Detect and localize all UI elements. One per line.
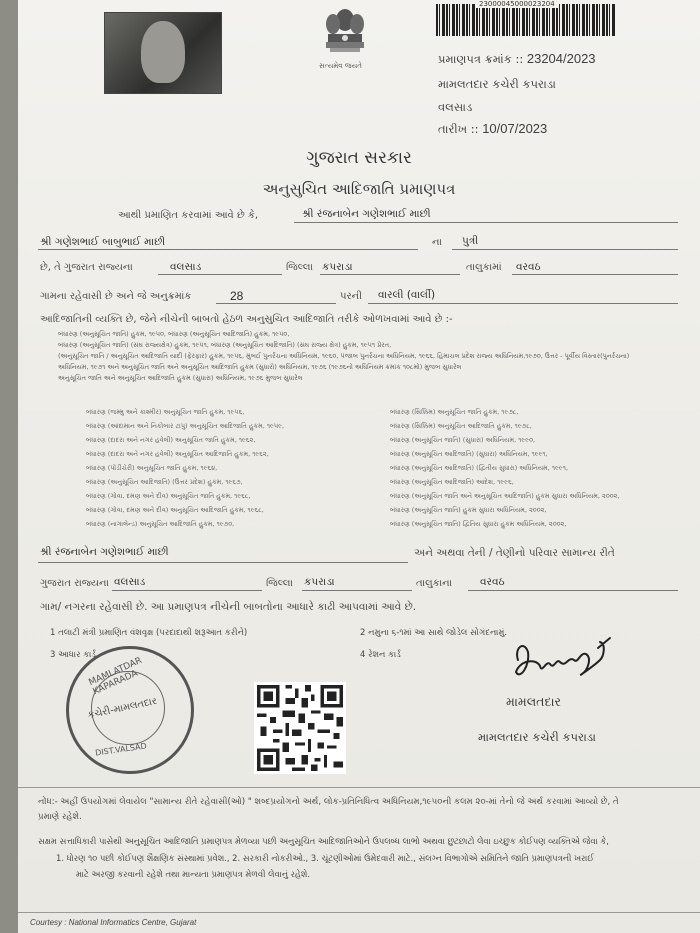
seal-middle-text: કચેરી-મામલતદાર: [86, 695, 159, 722]
certificate-number: 23204/2023: [526, 51, 596, 66]
note-line-3: સક્ષમ સત્તાધિકારી પાસેથી અનુસૂચિત આદિજાતિ પ્રમાણપત્ર મેળવ્યા પછી અનુસૂચિત આદિજાતિઓને ઉપલબ્ધ લાભો અથવા છુટછાટો લેવા ઇચ્છુક કોઈપણ વ્યક્તિએ જેવા કે,: [38, 836, 609, 846]
government-title: ગુજરાત સરકાર: [306, 148, 412, 168]
issue-date: 10/07/2023: [482, 121, 548, 136]
signatory-office: મામલતદાર કચેરી કપરાડા: [478, 730, 596, 744]
basis-item-3: 3 આધાર કાર્ડ: [50, 650, 96, 660]
basis-item-4: 4 રેશન કાર્ડ: [360, 650, 401, 660]
basis-item-2: 2 નમુના ૬-૧માં આ સાથે જોડેલ સોગંદનામું.: [360, 628, 508, 638]
na-label: ના: [432, 237, 442, 248]
serial-label: ગામના રહેવાસી છે અને જે અનુક્રમાંક: [40, 291, 192, 302]
note-line-5: માટે અરજી કરવાની રહેશે તથા માન્યતા પ્રમાણપત્ર મેળવી લેવાનું રહેશે.: [76, 869, 311, 879]
parent-name: શ્રી ગણેશભાઈ બાબુભાઈ માછી: [40, 236, 166, 248]
residence-village: વરવઠ: [480, 576, 505, 588]
order-right: બંધારણ (સિક્કિમ) અનુસૂચિત આદિજાતિ હુકમ, ૧૯૭૮,: [390, 422, 532, 430]
state-prefix: છે, તે ગુજરાત રાજ્યના: [40, 262, 133, 273]
seal-bottom-text: DIST.VALSAD: [94, 741, 148, 758]
village-value: વરવઠ: [516, 261, 541, 273]
family-text: અને અથવા તેની / તેણીનો પરિવાર સામાન્ય રીતે: [414, 547, 615, 559]
legal-line: અનુસૂચિત જાતિ અને અનુસૂચિત આદિજાતિ હુકમ (સુધારા) અધિનિયમ, ૧૯૭૬ મુજબ સુધારેલ: [58, 374, 303, 382]
applicant-photo: [104, 12, 222, 94]
certificate-page: [18, 0, 700, 933]
order-right: બંધારણ (અનુસૂચિત જાતિ) હુકમ સુધારા અધિનિયમ, ૨૦૦૨,: [390, 506, 547, 514]
order-left: બંધારણ (અનુસૂચિત આદિજાતિ) (ઉત્તર પ્રદેશ) હુકમ, ૧૯૬૭,: [86, 478, 243, 486]
order-left: બંધારણ (ગોવા, દમણ અને દીવ) અનુસૂચિત આદિજાતિ હુકમ, ૧૯૬૮,: [86, 506, 264, 514]
certificate-title: અનુસુચિત આદિજાતિ પ્રમાણપત્ર: [262, 180, 456, 198]
certificate-number-label: પ્રમાણપત્ર ક્રમાંક ::: [438, 52, 524, 66]
recognized-text: આદિજાતિની વ્યક્તિ છે, જેને નીચેની બાબતો હેઠળ અનુસુચિત આદિજાતિ તરીકે ઓળખવામાં આવે છે :-: [40, 314, 453, 325]
order-right: બંધારણ (અનુસૂચિત આદિજાતિ) (સુધારા) અધિનિયમ, ૧૯૯૧,: [390, 450, 548, 458]
signatory-title: મામલતદાર: [506, 694, 561, 709]
residence-taluka-label: તાલુકાના: [416, 578, 453, 589]
barcode-number: 23000045000023204: [476, 0, 558, 8]
residence-taluka: કપરાડા: [304, 576, 335, 588]
serial-number: 28: [230, 289, 244, 303]
community-name: વારલી (વાર્લી): [378, 289, 436, 301]
order-right: બંધારણ (અનુસૂચિત જાતિ અને અનુસૂચિત આદિજાતિ) હુકમ સુધારા અધિનિયમ, ૨૦૦૨,: [390, 492, 620, 500]
order-right: બંધારણ (અનુસૂચિત જાતિ) દ્વિતિય સુધારા હુકમ અધિનિયમ, ૨૦૦૨,: [390, 520, 567, 528]
order-left: બંધારણ (ગોવા, દમણ અને દીવ) અનુસૂચિત જાતિ હુકમ, ૧૯૬૮,: [86, 492, 251, 500]
taluka-label: તાલુકામાં: [466, 262, 502, 273]
order-right: બંધારણ (અનુસૂચિત આદિજાતિ) આદેશ, ૧૯૯૬,: [390, 478, 514, 486]
district-label: જિલ્લા: [286, 262, 313, 273]
seal-top-text: MAMLATDAR KAPARADA: [87, 655, 144, 698]
order-left: બંધારણ (દાદરા અને નગર હવેલી) અનુસૂચિત જાતિ હુકમ, ૧૯૬૨,: [86, 436, 256, 444]
order-left: બંધારણ (નાગાલેન્ડ) અનુસૂચિત આદિજાતિ હુકમ, ૧૯૭૦,: [86, 520, 235, 528]
order-left: બંધારણ (આંદામાન અને નિકોબાર ટાપુ) અનુસૂચિત આદિજાતિ હુકમ, ૧૯૫૯,: [86, 422, 285, 430]
order-left: બંધારણ (દાદરા અને નગર હવેલી) અનુસૂચિત આદિજાતિ હુકમ, ૧૯૬૨,: [86, 450, 269, 458]
residence-district: વલસાડ: [114, 576, 146, 588]
district-value: વલસાડ: [170, 261, 202, 273]
relation: પુત્રી: [462, 235, 479, 247]
resident-name: શ્રી રંજનાબેન ગણેશભાઈ માછી: [40, 546, 169, 558]
order-left: બંધારણ (પોંડીચેરી) અનુસૂચિત જાતિ હુકમ, ૧૯૬૪,: [86, 464, 218, 472]
certificate-number-row: [438, 51, 596, 67]
signature-mark: [510, 630, 620, 690]
residence-district-label: જિલ્લા: [266, 578, 293, 589]
legal-line: બંધારણ (અનુસૂચિત જાતિ) હુકમ, ૧૯૫૦, બંધારણ (અનુસૂચિત આદિજાતિ) હુકમ, ૧૯૫૦,: [58, 330, 290, 338]
emblem-caption: સત્યમેવ જયતે: [319, 62, 362, 70]
legal-line: બંધારણ (અનુસૂચિત જાતિ) (સંઘ રાજ્યક્ષેત્ર) હુકમ, ૧૯૫૧, બંધારણ (અનુસૂચિત આદિજાતિ) (સંઘ રાજ્ય ક્ષેત્ર) હુકમ, ૧૯૫૧ પ્રેરત,: [58, 341, 392, 349]
issuing-office: મામલતદાર કચેરી કપરાડા: [438, 77, 556, 91]
barcode: [436, 4, 616, 36]
order-left: બંધારણ (જમ્મુ અને કાશ્મીર) અનુસૂચિત જાતિ હુકમ, ૧૯૫૬,: [86, 408, 245, 416]
note-line-2: પ્રમાણે રહેશે.: [38, 812, 82, 822]
order-right: બંધારણ (અનુસૂચિત જાતિ) (સુધારા) અધિનિયમ, ૧૯૯૦,: [390, 436, 536, 444]
issue-date-row: [438, 121, 547, 137]
courtesy-footer: Courtesy : National Informatics Centre, Gujarat: [30, 918, 197, 927]
issue-date-label: તારીખ ::: [438, 122, 479, 136]
note-line-4: 1. ધોરણ ૧૦ પછી કોઈપણ શૈક્ષણિક સંસ્થામાં પ્રવેશ., 2. સરકારી નોકરીઓ., 3. ચૂંટણીઓમાં ઉમેદવારી માટે., સંલગ્ન વિભાગોએ સમિતિને જાતિ પ્રમાણપત્રની ખરાઈ: [56, 853, 594, 863]
residence-closing: ગામ/ નગરના રહેવાસી છે. આ પ્રમાણપત્ર નીચેની બાબતોના આધારે કાઢી આપવામાં આવે છે.: [40, 601, 417, 613]
issuing-district: વલસાડ: [438, 100, 473, 114]
residence-state-label: ગુજરાત રાજ્યના: [40, 578, 109, 589]
qr-code: [254, 682, 346, 774]
office-seal: [66, 646, 194, 774]
national-emblem-icon: [318, 2, 372, 62]
certify-label: આથી પ્રમાણિત કરવામાં આવે છે કે,: [118, 210, 259, 221]
applicant-name: શ્રી રંજનાબેન ગણેશભાઈ માછી: [302, 208, 431, 220]
legal-line: (અનુસૂચિત જાતિ / અનુસૂચિત આદિજાતિ યાદી (ફેરફાર) હુકમ, ૧૯૫૬, મુંબઈ પુનર્રચના અધિનિયમ, ૧૯૬૦, પંજાબ પુનર્રચના અધિનિયમ, ૧૯૬૬, હિમાચલ પ્રદેશ રાજ્ય અધિનિયમ,૧૯૭૦, ઉત્તર - પૂર્વીય વિસ્તાર(પુનર્રચના): [58, 352, 630, 360]
order-right: બંધારણ (અનુસૂચિત આદિજાતિ) (દ્વિતીય સુધારા) અધિનિયમ, ૧૯૯૧,: [390, 464, 569, 472]
community-label: પરની: [340, 291, 362, 302]
legal-line: અધિનિયમ, ૧૯૭૧ અને અનુસૂચિત જાતિ અને અનુસૂચિત આદિજાતિ હુકમ (સુધારો) અધિનિયમ, ૧૯૭૬ (૧૯૭૬નો અધિનિયમ ક્રમાંક ૧૦૮મો) મુજબ સુધારેલ: [58, 363, 462, 371]
order-right: બંધારણ (સિક્કિમ) અનુસૂચિત જાતિ હુકમ, ૧૯૭૮,: [390, 408, 519, 416]
basis-item-1: 1 તલાટી મંત્રી પ્રમાણિત વંશવૃક્ષ (પરદાદાથી શરૂઆત કરીને): [50, 628, 248, 638]
note-line-1: નોંધ:- અહીં ઉપયોગમાં લેવાયેલ "સામાન્ય રીતે રહેવાસી(ઓ) " શબ્દપ્રયોગનો અર્થ, લોક-પ્રતિનિધિત્વ અધિનિયમ,૧૯૫૦ની કલમ ૨૦-માં તેનો જે અર્થ કરવામાં આવ્યો છે, તે: [38, 797, 619, 807]
taluka-value: કપરાડા: [322, 261, 353, 273]
